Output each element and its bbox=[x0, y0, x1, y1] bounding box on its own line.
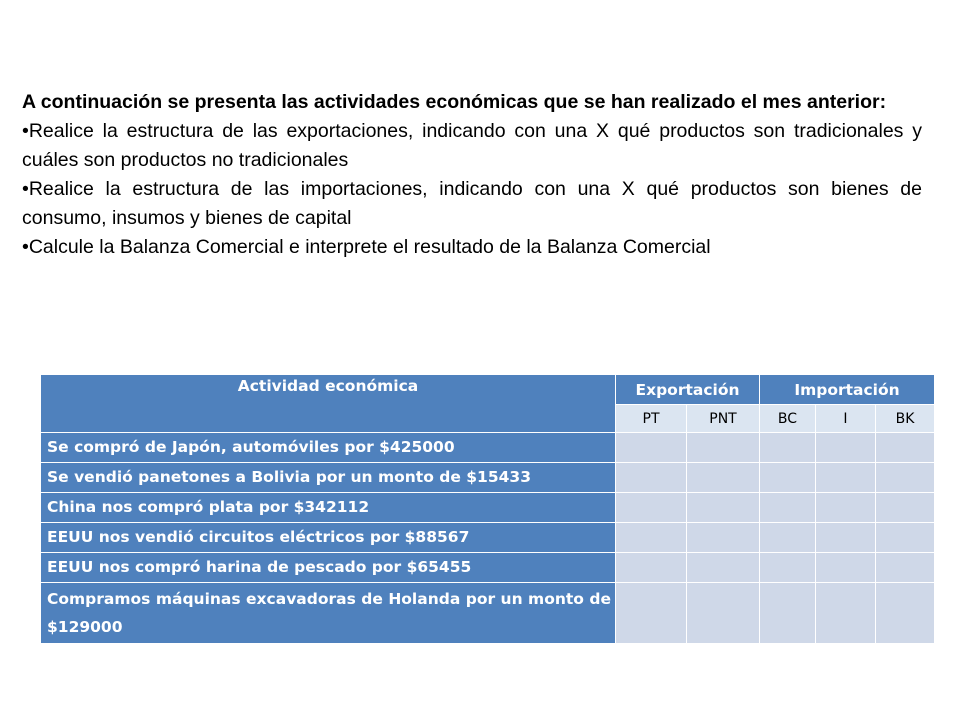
cell-pt[interactable] bbox=[616, 463, 687, 493]
bullet-exports: •Realice la estructura de las exportaciones, indicando con una X qué productos son tradicionales y cuáles son productos no tradicionales bbox=[22, 120, 922, 171]
cell-bc[interactable] bbox=[760, 583, 816, 644]
activity-description: Se vendió panetones a Bolivia por un monto de $15433 bbox=[41, 463, 616, 493]
cell-bc[interactable] bbox=[760, 463, 816, 493]
cell-bc[interactable] bbox=[760, 493, 816, 523]
cell-pnt[interactable] bbox=[687, 433, 760, 463]
cell-i[interactable] bbox=[816, 463, 876, 493]
table-row bbox=[41, 493, 935, 523]
cell-pnt[interactable] bbox=[687, 583, 760, 644]
cell-bk[interactable] bbox=[876, 583, 935, 644]
cell-i[interactable] bbox=[816, 433, 876, 463]
cell-pt[interactable] bbox=[616, 583, 687, 644]
cell-i[interactable] bbox=[816, 553, 876, 583]
cell-pt[interactable] bbox=[616, 433, 687, 463]
table-row bbox=[41, 553, 935, 583]
activity-description: Compramos máquinas excavadoras de Holanda por un monto de $129000 bbox=[41, 583, 616, 644]
cell-pt[interactable] bbox=[616, 493, 687, 523]
cell-bk[interactable] bbox=[876, 553, 935, 583]
header-activity: Actividad económica bbox=[41, 375, 616, 433]
activity-description: EEUU nos compró harina de pescado por $65455 bbox=[41, 553, 616, 583]
header-import: Importación bbox=[760, 375, 935, 405]
cell-bc[interactable] bbox=[760, 433, 816, 463]
bullet-balance: •Calcule la Balanza Comercial e interprete el resultado de la Balanza Comercial bbox=[22, 236, 711, 258]
activity-description: EEUU nos vendió circuitos eléctricos por $88567 bbox=[41, 523, 616, 553]
header-export: Exportación bbox=[616, 375, 760, 405]
cell-bc[interactable] bbox=[760, 523, 816, 553]
cell-bk[interactable] bbox=[876, 523, 935, 553]
cell-i[interactable] bbox=[816, 523, 876, 553]
cell-pnt[interactable] bbox=[687, 463, 760, 493]
cell-bc[interactable] bbox=[760, 553, 816, 583]
subheader-i: I bbox=[816, 405, 876, 433]
instructions bbox=[22, 88, 922, 262]
cell-pt[interactable] bbox=[616, 553, 687, 583]
activity-description: China nos compró plata por $342112 bbox=[41, 493, 616, 523]
activity-description: Se compró de Japón, automóviles por $425000 bbox=[41, 433, 616, 463]
subheader-bc: BC bbox=[760, 405, 816, 433]
table-row bbox=[41, 463, 935, 493]
table-row bbox=[41, 433, 935, 463]
cell-pnt[interactable] bbox=[687, 553, 760, 583]
cell-i[interactable] bbox=[816, 583, 876, 644]
bullet-imports: •Realice la estructura de las importaciones, indicando con una X qué productos son bienes de consumo, insumos y bienes de capital bbox=[22, 178, 922, 229]
cell-bk[interactable] bbox=[876, 433, 935, 463]
cell-i[interactable] bbox=[816, 493, 876, 523]
intro-text: A continuación se presenta las actividades económicas que se han realizado el mes anterior: bbox=[22, 91, 887, 113]
cell-pt[interactable] bbox=[616, 523, 687, 553]
activities-table bbox=[40, 374, 935, 644]
cell-bk[interactable] bbox=[876, 463, 935, 493]
table-row bbox=[41, 583, 935, 644]
cell-pnt[interactable] bbox=[687, 523, 760, 553]
subheader-bk: BK bbox=[876, 405, 935, 433]
subheader-pnt: PNT bbox=[687, 405, 760, 433]
subheader-pt: PT bbox=[616, 405, 687, 433]
cell-pnt[interactable] bbox=[687, 493, 760, 523]
table-header-row bbox=[41, 375, 935, 405]
table-row bbox=[41, 523, 935, 553]
cell-bk[interactable] bbox=[876, 493, 935, 523]
